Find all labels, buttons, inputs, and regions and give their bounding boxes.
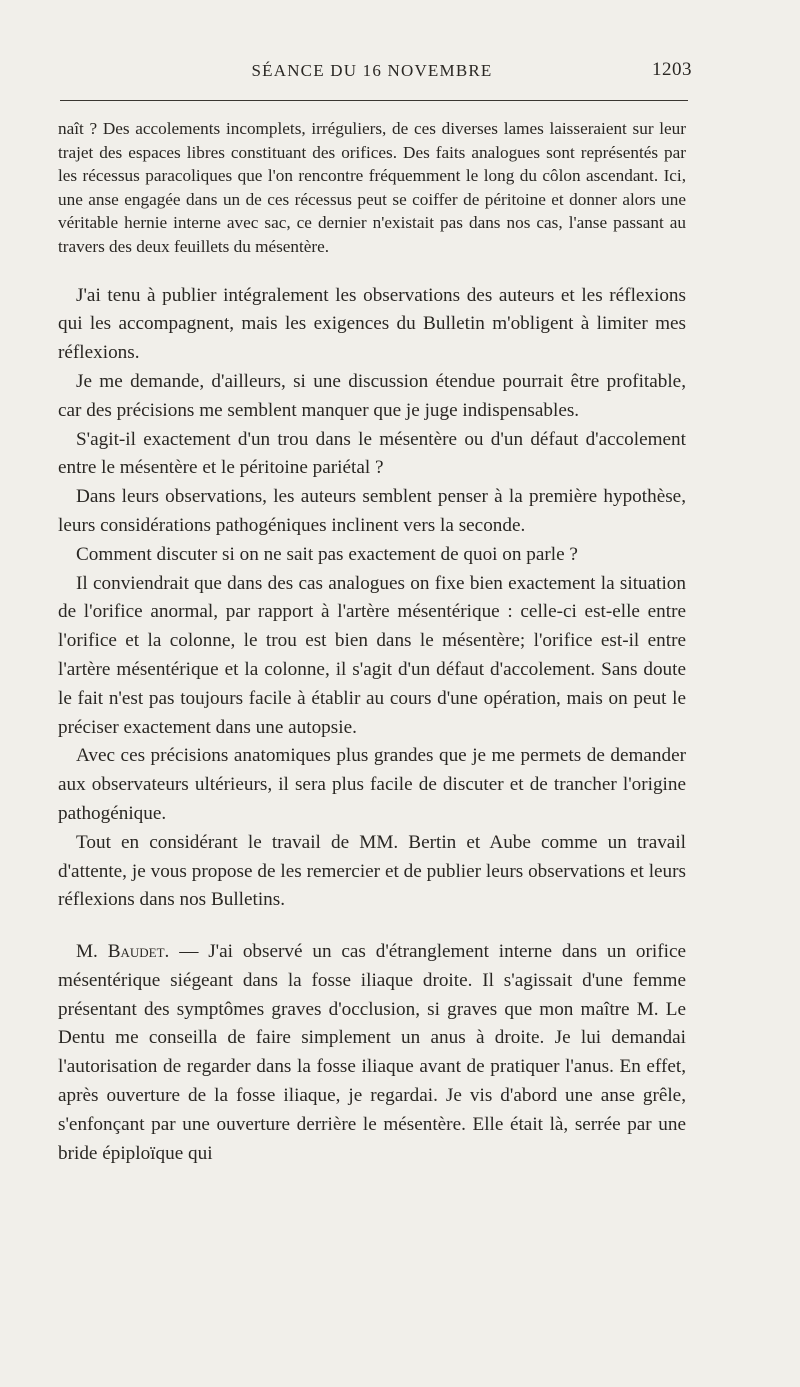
baudet-text: — J'ai observé un cas d'étranglement interne dans un orifice mésentérique siégeant dans la fosse iliaque droite. Il s'agissait d'une femme présentant des symptômes graves d'occlusion, si graves que mon maître M. Le Dentu me conseilla de faire simplement un anus à droite. Je lui demandai l'autorisation de regarder dans la fosse iliaque avant de pratiquer l'anus. En effet, après ouverture de la fosse iliaque, je regardai. Je vis d'abord une anse grêle, s'enfonçant par une ouverture derrière le mésentère. Elle était là, serrée par une bride épiploïque qui (58, 941, 686, 1164)
paragraph: Comment discuter si on ne sait pas exactement de quoi on parle ? (76, 543, 578, 565)
paragraph: Il conviendrait que dans des cas analogues on fixe bien exactement la situation de l'orifice anormal, par rapport à l'artère mésentérique : celle-ci est-elle entre l'orifice et la colonne, le trou est bien dans le mésentère; l'orifice est-il entre l'artère mésentérique et la colonne, il s'agit d'un défaut d'accolement. Sans doute le fait n'est pas toujours facile à établir au cours d'une opération, mais on peut le préciser exactement dans une autopsie. (58, 572, 686, 738)
paragraph: Tout en considérant le travail de MM. Bertin et Aube comme un travail d'attente, je vous propose de les remercier et de publier leurs observations et leurs réflexions dans nos Bulletins. (58, 831, 686, 911)
paragraph: Avec ces précisions anatomiques plus grandes que je me permets de demander aux observateurs ultérieurs, il sera plus facile de discuter et de trancher l'origine pathogénique. (58, 745, 686, 824)
running-head (58, 58, 692, 88)
body-text (58, 117, 686, 1168)
baudet-paragraph (58, 938, 686, 1168)
paragraph: J'ai tenu à publier intégralement les observations des auteurs et les réflexions qui les accompagnent, mais les exigences du Bulletin m'obligent à limiter mes réflexions. (58, 284, 686, 364)
paragraph: Dans leurs observations, les auteurs semblent penser à la première hypothèse, leurs considérations pathogéniques inclinent vers la seconde. (58, 486, 686, 536)
running-head-title: SÉANCE DU 16 NOVEMBRE (251, 61, 493, 80)
paragraph: Je me demande, d'ailleurs, si une discussion étendue pourrait être profitable, car des précisions me semblent manquer que je juge indispensables. (58, 370, 686, 421)
paragraph-continuation: naît ? Des accolements incomplets, irréguliers, de ces diverses lames laisseraient sur leur trajet des espaces libres constituant des orifices. Des faits analogues sont représentés par les récessus paracoliques que l'on rencontre fréquemment le long du côlon ascendant. Ici, une anse engagée dans un de ces récessus peut se coiffer de péritoine et donner alors une véritable hernie interne avec sac, ce dernier n'existait pas dans nos cas, l'anse passant au travers des deux feuillets du mésentère. (58, 119, 686, 256)
page-number: 1203 (652, 59, 692, 80)
header-rule (60, 100, 688, 101)
paragraph: S'agit-il exactement d'un trou dans le mésentère ou d'un défaut d'accolement entre le mésentère et le péritoine pariétal ? (58, 428, 686, 479)
speaker-name: M. Baudet. (76, 941, 170, 963)
